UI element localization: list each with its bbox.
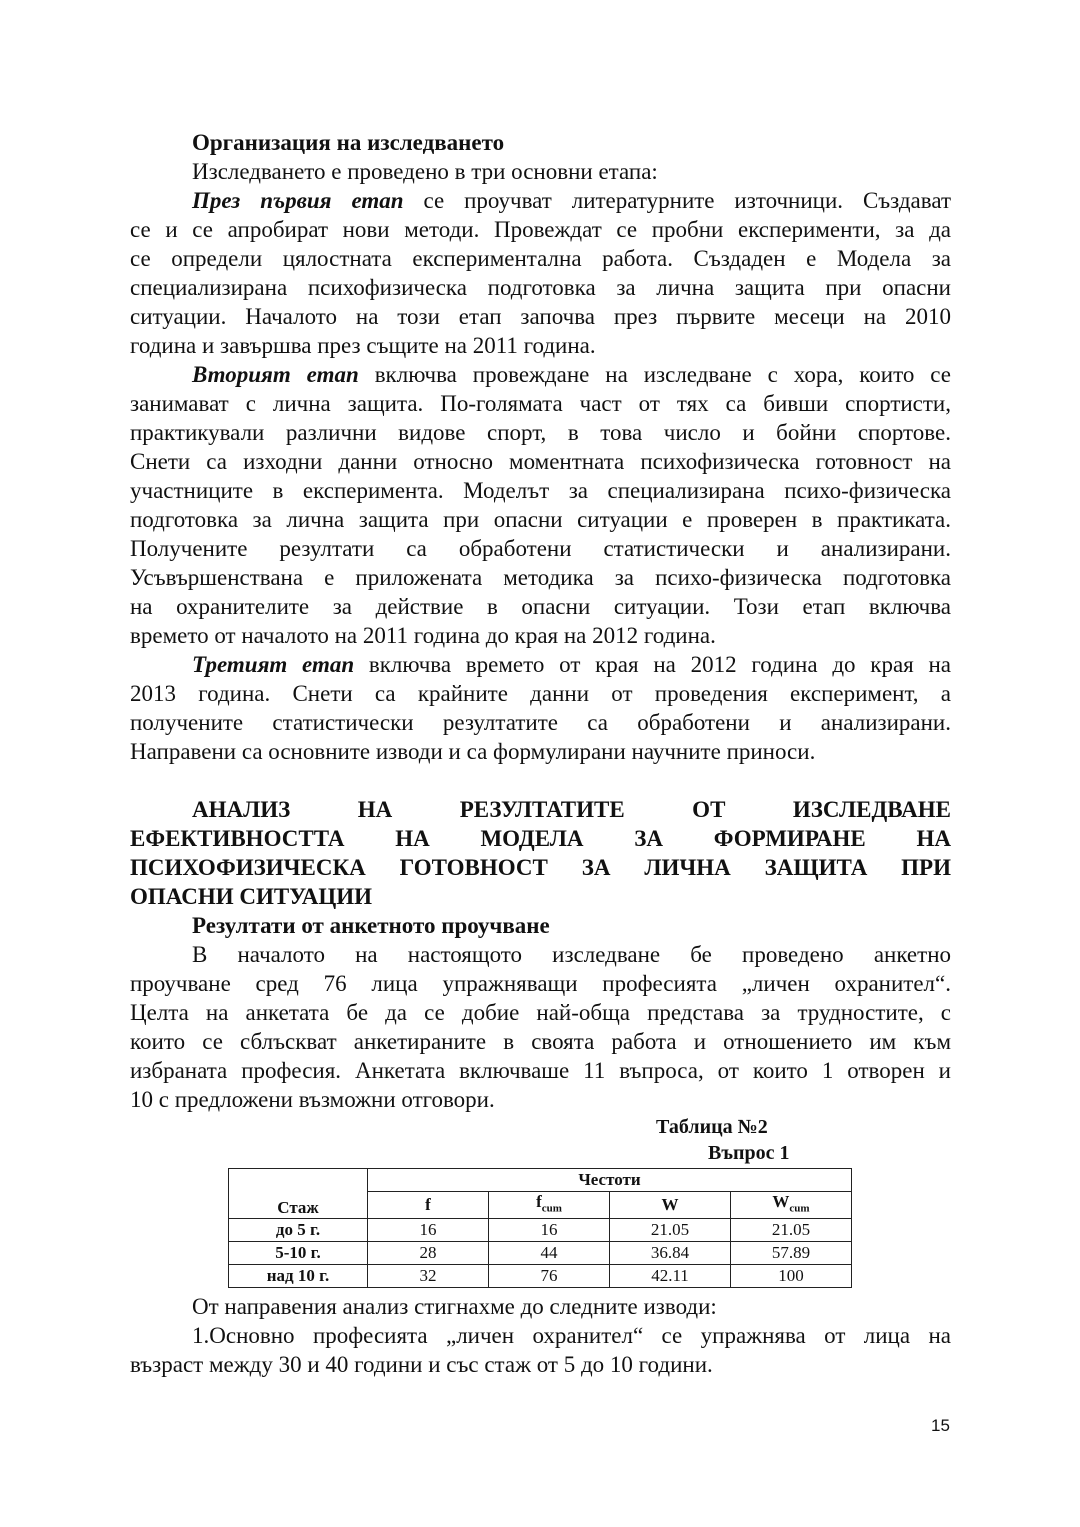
paragraph-line: участниците в експеримента. Моделът за специализирана психо-физическа: [130, 478, 951, 503]
paragraph-line: занимават с лична защита. По-голямата част от тях са бивши спортисти,: [130, 391, 951, 416]
stage1-label: През първия етап: [192, 188, 404, 213]
section-title: Организация на изследването: [192, 130, 505, 155]
frequency-table: [228, 1168, 852, 1288]
table-subcaption: Въпрос 1: [708, 1142, 790, 1164]
conclusion-item: 1.Основно професията „личен охранител“ се упражнява от лица на: [192, 1323, 951, 1349]
stage3-line: Третият етап включва времето от края на 2012 година до края на: [192, 652, 951, 677]
paragraph-line: 2013 година. Снети са крайните данни от проведения експеримент, а: [130, 681, 951, 706]
group-header: Честоти: [368, 1169, 852, 1192]
stage1-line: През първия етап се проучват литературните източници. Създават: [192, 188, 951, 213]
paragraph-line: Получените резултати са обработени статистически и анализирани.: [130, 536, 951, 561]
paragraph-line: избраната професия. Анкетата включваше 11 въпроса, от които 1 отворен и: [130, 1058, 951, 1083]
conclusion-item: възраст между 30 и 40 години и със стаж от 5 до 10 години.: [130, 1352, 713, 1378]
table-row: 5-10 г. 28 44 36.84 57.89: [229, 1242, 852, 1265]
analysis-heading-line: АНАЛИЗ НА РЕЗУЛТАТИТЕ ОТ ИЗСЛЕДВАНЕ: [192, 797, 951, 822]
analysis-heading-line: ОПАСНИ СИТУАЦИИ: [130, 884, 372, 909]
column-header: W: [610, 1192, 731, 1219]
page-number: 15: [931, 1416, 950, 1435]
paragraph-line: Снети са изходни данни относно моментната психофизическа готовност на: [130, 449, 951, 474]
survey-subtitle: Резултати от анкетното проучване: [192, 913, 550, 938]
stage2-line: Вторият етап включва провеждане на изследване с хора, които се: [192, 362, 951, 387]
paragraph-line: практикували различни видове спорт, в това число и бойни спортове.: [130, 420, 951, 445]
paragraph-line: специализирана психофизическа подготовка за лична защита при опасни: [130, 275, 951, 300]
paragraph-line: се и се апробират нови методи. Провеждат се пробни експерименти, за да: [130, 217, 951, 242]
paragraph-line: получените статистически резултатите са обработени и анализирани.: [130, 710, 951, 735]
paragraph-line: времето от началото на 2011 година до края на 2012 година.: [130, 623, 716, 648]
paragraph-line: на охранителите за действие в опасни ситуации. Този етап включва: [130, 594, 951, 619]
stage2-label: Вторият етап: [192, 362, 359, 387]
conclusions-intro: От направения анализ стигнахме до следните изводи:: [192, 1294, 717, 1320]
stage3-label: Третият етап: [192, 652, 355, 677]
table-row: над 10 г. 32 76 42.11 100: [229, 1265, 852, 1288]
table-row: до 5 г. 16 16 21.05 21.05: [229, 1219, 852, 1242]
paragraph-line: година и завършва през същите на 2011 година.: [130, 333, 596, 358]
document-page: [130, 128, 951, 1379]
column-header: $f_{cum}$: [489, 1192, 610, 1219]
paragraph-line: Направени са основните изводи и са формулирани научните приноси.: [130, 739, 816, 764]
intro-line: Изследването е проведено в три основни етапа:: [192, 159, 658, 184]
row-header: Стаж: [229, 1169, 368, 1219]
paragraph-line: В началото на настоящото изследване бе проведено анкетно: [192, 942, 951, 967]
paragraph-line: 10 с предложени възможни отговори.: [130, 1087, 495, 1112]
column-header: f: [368, 1192, 489, 1219]
paragraph-line: които се сблъскват анкетираните в своята работа и отношението им към: [130, 1029, 951, 1054]
paragraph-line: се определи цялостната експериментална работа. Създаден е Модела за: [130, 246, 951, 271]
column-header: $W_{cum}$: [731, 1192, 852, 1219]
analysis-heading-line: ЕФЕКТИВНОСТТА НА МОДЕЛА ЗА ФОРМИРАНЕ НА: [130, 826, 951, 851]
analysis-heading-line: ПСИХОФИЗИЧЕСКА ГОТОВНОСТ ЗА ЛИЧНА ЗАЩИТА ПРИ: [130, 855, 951, 880]
paragraph-line: Усъвършенствана е приложената методика за психо-физическа подготовка: [130, 565, 951, 590]
paragraph-line: проучване сред 76 лица упражняващи професията „личен охранител“.: [130, 971, 951, 996]
paragraph-line: подготовка за лична защита при опасни ситуации е проверен в практиката.: [130, 507, 951, 532]
paragraph-line: Целта на анкетата бе да се добие най-обща представа за трудностите, с: [130, 1000, 951, 1025]
table-caption: Таблица №2: [656, 1116, 768, 1138]
paragraph-line: ситуации. Началото на този етап започва през първите месеци на 2010: [130, 304, 951, 329]
